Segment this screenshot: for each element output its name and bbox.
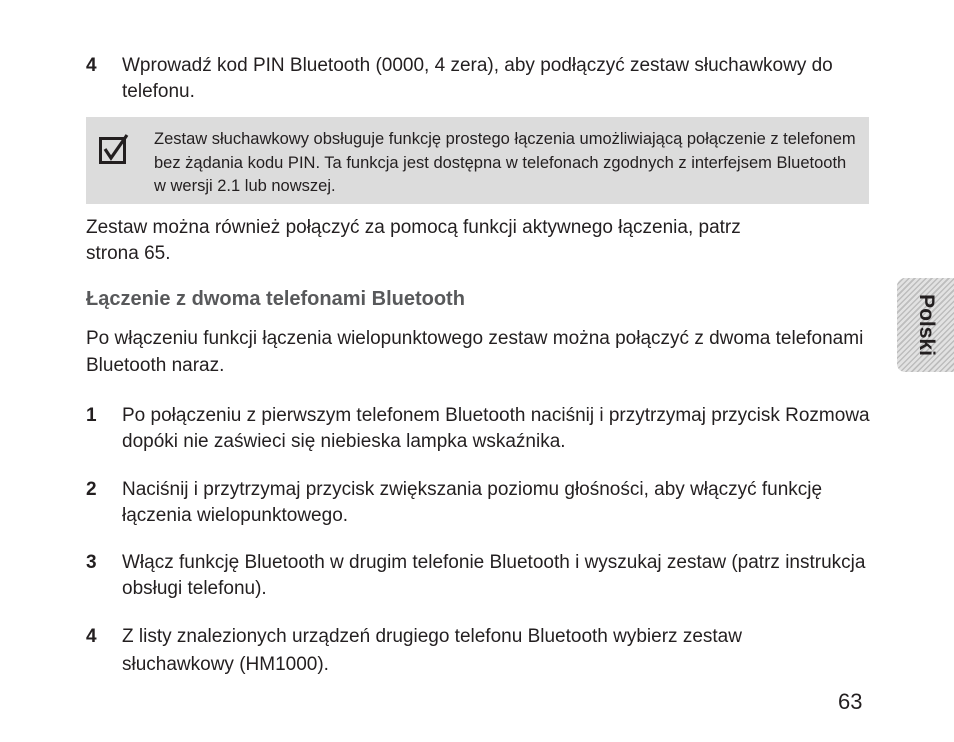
- step-item: [86, 53, 876, 105]
- step-text: Wprowadź kod PIN Bluetooth (0000, 4 zera), aby podłączyć zestaw słuchawkowy do telefonu.: [122, 55, 833, 102]
- step-number: 1: [86, 405, 97, 426]
- note-text: Zestaw słuchawkowy obsługuje funkcję prostego łączenia umożliwiającą połączenie z telefonem bez żądania kodu PIN. Ta funkcja jest dostępna w telefonach zgodnych z interfejsem Bluetooth w wersji 2.1 lub nowszej.: [154, 130, 856, 195]
- note-box: [86, 117, 869, 204]
- step-number: 2: [86, 479, 97, 500]
- checkbox-check-icon: [99, 134, 129, 164]
- step-item: [86, 623, 876, 679]
- step-text: Włącz funkcję Bluetooth w drugim telefonie Bluetooth i wyszukaj zestaw (patrz instrukcja obsługi telefonu).: [122, 552, 866, 599]
- language-tab-label: Polski: [914, 294, 938, 356]
- step-number: 4: [86, 626, 97, 647]
- step-item: [86, 550, 876, 602]
- step-item: [86, 477, 876, 529]
- step-text: Z listy znalezionych urządzeń drugiego telefonu Bluetooth wybierz zestaw słuchawkowy (HM1000).: [122, 626, 742, 675]
- step-number: 4: [86, 55, 97, 76]
- step-text: Naciśnij i przytrzymaj przycisk zwiększania poziomu głośności, aby włączyć funkcję łączenia wielopunktowego.: [122, 479, 823, 526]
- step-number: 3: [86, 552, 97, 573]
- section-intro: Po włączeniu funkcji łączenia wielopunktowego zestaw można połączyć z dwoma telefonami Bluetooth naraz.: [86, 328, 864, 376]
- step-item: [86, 403, 876, 455]
- step-text: Po połączeniu z pierwszym telefonem Bluetooth naciśnij i przytrzymaj przycisk Rozmowa dopóki nie zaświeci się niebieska lampka wskaźnika.: [122, 405, 870, 452]
- section-heading: Łączenie z dwoma telefonami Bluetooth: [86, 288, 465, 310]
- active-link-paragraph: Zestaw można również połączyć za pomocą funkcji aktywnego łączenia, patrz strona 65.: [86, 217, 741, 264]
- language-tab: [897, 278, 954, 372]
- page-number: 63: [838, 689, 863, 714]
